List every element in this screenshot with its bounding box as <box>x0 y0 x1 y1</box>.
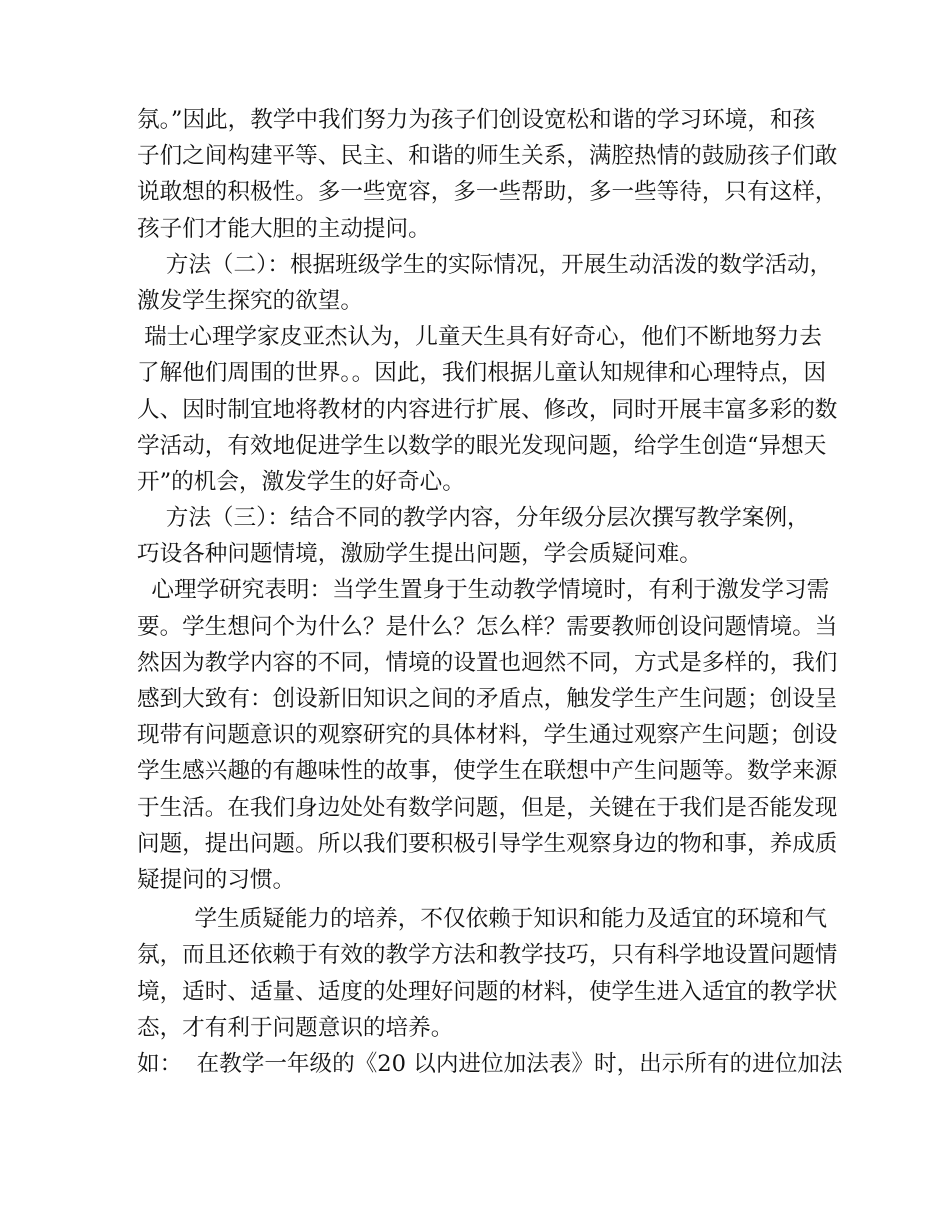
text-line: 心理学研究表明：当学生置身于生动教学情境时，有利于激发学习需 <box>137 577 830 604</box>
text-line: 氛，而且还依赖于有效的教学方法和教学技巧，只有科学地设置问题情 <box>137 942 838 969</box>
body-text <box>137 102 843 1082</box>
text-line: 学生质疑能力的培养，不仅依赖于知识和能力及适宜的环境和气 <box>137 906 828 933</box>
text-line: 境，适时、适量、适度的处理好问题的材料，使学生进入适宜的教学状 <box>137 978 838 1005</box>
text-line: 疑提问的习惯。 <box>137 866 296 893</box>
section-heading-method-2: 方法（二）：根据班级学生的实际情况，开展生动活泼的数学活动， <box>137 251 833 278</box>
text-line: 人、因时制宜地将教材的内容进行扩展、修改，同时开展丰富多彩的数 <box>137 396 838 423</box>
text-line: 说敢想的积极性。多一些宽容，多一些帮助，多一些等待，只有这样， <box>137 179 838 206</box>
text-line: 现带有问题意识的观察研究的具体材料，学生通过观察产生问题；创设 <box>137 722 838 749</box>
text-line: 学活动，有效地促进学生以数学的眼光发现问题，给学生创造“异想天 <box>137 432 827 459</box>
text-line: 感到大致有：创设新旧知识之间的矛盾点，触发学生产生问题；创设呈 <box>137 686 838 712</box>
text-line: 态，才有利于问题意识的培养。 <box>137 1014 454 1041</box>
text-line: 激发学生探究的欲望。 <box>137 287 363 314</box>
text-line: 氛。”因此，教学中我们努力为孩子们创设宽松和谐的学习环境，和孩 <box>137 107 816 133</box>
text-line: 然因为教学内容的不同，情境的设置也迥然不同，方式是多样的，我们 <box>137 649 838 676</box>
text-line: 孩子们才能大胆的主动提问。 <box>137 215 431 242</box>
text-line: 子们之间构建平等、民主、和谐的师生关系，满腔热情的鼓励孩子们敢 <box>137 143 838 170</box>
text-line: 如： 在教学一年级的《20 以内进位加法表》时，出示所有的进位加法 <box>137 1050 843 1077</box>
text-line: 了解他们周围的世界。。因此，我们根据儿童认知规律和心理特点，因 <box>137 360 827 387</box>
text-line: 要。学生想问个为什么？是什么？怎么样？需要教师创设问题情境。当 <box>137 613 838 640</box>
text-line: 巧设各种问题情境，激励学生提出问题，学会质疑问难。 <box>137 541 702 568</box>
text-line: 学生感兴趣的有趣味性的故事，使学生在联想中产生问题等。数学来源 <box>137 758 838 785</box>
text-line: 问题，提出问题。所以我们要积极引导学生观察身边的物和事，养成质 <box>137 830 838 857</box>
text-line: 开”的机会，激发学生的好奇心。 <box>137 468 465 495</box>
text-line: 于生活。在我们身边处处有数学问题，但是，关键在于我们是否能发现 <box>137 794 838 821</box>
text-line: 瑞士心理学家皮亚杰认为，儿童天生具有好奇心，他们不断地努力去 <box>137 324 822 351</box>
section-heading-method-3: 方法（三）：结合不同的教学内容，分年级分层次撰写教学案例， <box>137 505 810 532</box>
